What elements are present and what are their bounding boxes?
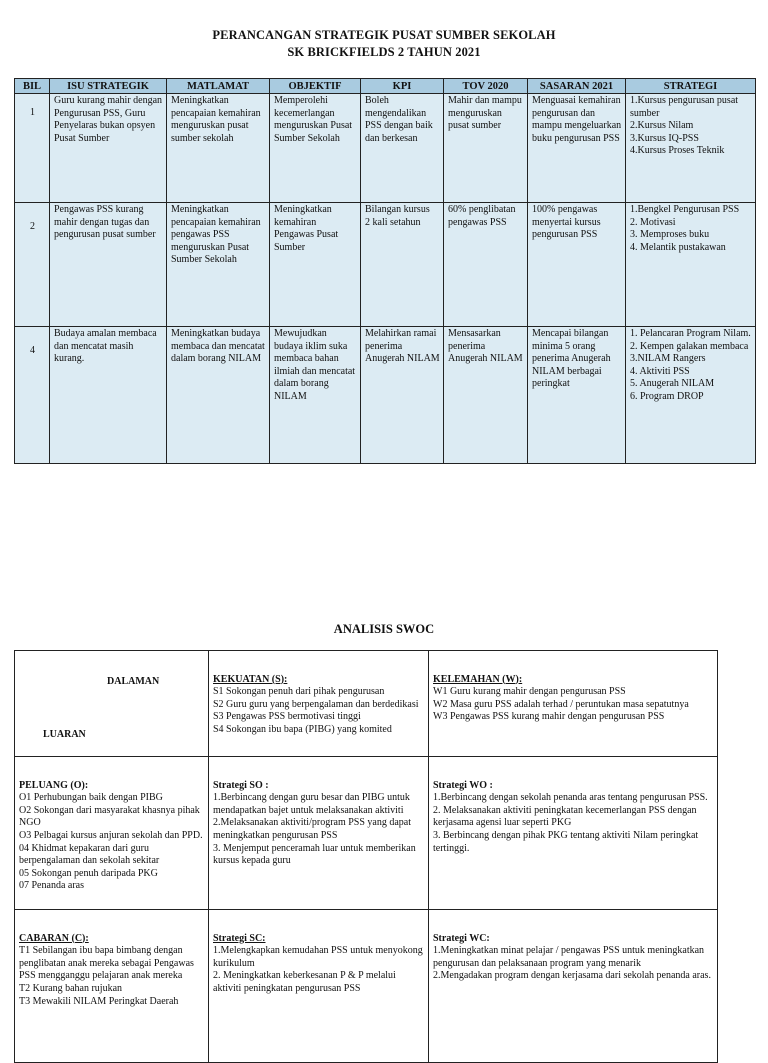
cell-strategi: 1. Pelancaran Program Nilam. 2. Kempen galakan membaca 3.NILAM Rangers 4. Aktiviti PSS 5. Anugerah NILAM 6. Program DROP (626, 327, 756, 464)
document-subtitle: SK BRICKFIELDS 2 TAHUN 2021 (287, 45, 481, 59)
strategi-so-heading: Strategi SO : (213, 779, 269, 791)
strategi-sc-list: 1.Melengkapkan kemudahan PSS untuk menyokong kurikulum 2. Meningkatkan keberkesanan P & P melalui aktiviti peningkatan pengurusan PSS (213, 945, 423, 994)
kelemahan-heading: KELEMAHAN (W): (433, 673, 523, 685)
strategi-sc-cell (209, 909, 429, 1062)
swoc-corner-cell (15, 651, 209, 757)
cabaran-list: T1 Sebilangan ibu bapa bimbang dengan penglibatan anak mereka sebagai Pengawas PSS mengganggu pelajaran anak mereka T2 Kurang bahan rujukan T3 Mewakili NILAM Peringkat Daerah (19, 945, 194, 1007)
cell-isu: Budaya amalan membaca dan mencatat masih kurang. (50, 327, 167, 464)
column-header-matlamat: MATLAMAT (167, 79, 270, 94)
strategi-sc-heading: Strategi SC: (213, 932, 266, 944)
kelemahan-list: W1 Guru kurang mahir dengan pengurusan PSS W2 Masa guru PSS adalah terhad / peruntukan masa sepatutnya W3 Pengawas PSS kurang mahir dengan pengurusan PSS (433, 686, 689, 723)
cell-tov: Mensasarkan penerima Anugerah NILAM (444, 327, 528, 464)
cell-sasaran: Menguasai kemahiran pengurusan dan mampu mengeluarkan buku pengurusan PSS (528, 94, 626, 203)
column-header-isu: ISU STRATEGIK (50, 79, 167, 94)
swoc-title: ANALISIS SWOC (333, 622, 435, 636)
cell-kpi: Boleh mengendalikan PSS dengan baik dan berkesan (361, 94, 444, 203)
strategi-wc-heading: Strategi WC: (433, 932, 490, 944)
kekuatan-list: S1 Sokongan penuh dari pihak pengurusan S2 Guru guru yang berpengalaman dan berdedikasi S3 Pengawas PSS bermotivasi tinggi S4 Sokongan ibu bapa (PIBG) yang komited (213, 686, 419, 735)
cell-bil: 1 (15, 94, 50, 203)
column-header-sasaran: SASARAN 2021 (528, 79, 626, 94)
cell-objektif: Meningkatkan kemahiran Pengawas Pusat Sumber (270, 203, 361, 327)
cabaran-heading: CABARAN (C): (19, 932, 89, 944)
cabaran-cell (15, 909, 209, 1062)
cell-objektif: Memperolehi kecemerlangan menguruskan Pusat Sumber Sekolah (270, 94, 361, 203)
cell-tov: 60% penglibatan pengawas PSS (444, 203, 528, 327)
luaran-label: LUARAN (43, 728, 86, 740)
kekuatan-heading: KEKUATAN (S): (213, 673, 288, 685)
cell-bil: 4 (15, 327, 50, 464)
cell-objektif: Mewujudkan budaya iklim suka membaca bahan ilmiah dan mencatat dalam borang NILAM (270, 327, 361, 464)
column-header-strategi: STRATEGI (626, 79, 756, 94)
cell-matlamat: Meningkatkan budaya membaca dan mencatat dalam borang NILAM (167, 327, 270, 464)
kelemahan-cell (429, 651, 718, 757)
cell-bil: 2 (15, 203, 50, 327)
column-header-kpi: KPI (361, 79, 444, 94)
strategi-wo-heading: Strategi WO : (433, 779, 493, 791)
cell-sasaran: Mencapai bilangan minima 5 orang penerima Anugerah NILAM berbagai peringkat (528, 327, 626, 464)
table-row (15, 94, 756, 203)
peluang-cell (15, 756, 209, 909)
strategi-so-cell (209, 756, 429, 909)
table-row (15, 327, 756, 464)
table-header-row (15, 79, 756, 94)
column-header-tov: TOV 2020 (444, 79, 528, 94)
swoc-analysis-table (14, 650, 718, 1063)
document-title: PERANCANGAN STRATEGIK PUSAT SUMBER SEKOLAH (212, 28, 556, 42)
cell-isu: Pengawas PSS kurang mahir dengan tugas dan pengurusan pusat sumber (50, 203, 167, 327)
strategi-wo-cell (429, 756, 718, 909)
swoc-header-row (15, 651, 718, 757)
cell-isu: Guru kurang mahir dengan Pengurusan PSS, Guru Penyelaras bukan opsyen Pusat Sumber (50, 94, 167, 203)
cell-matlamat: Meningkatkan pencapaian kemahiran menguruskan pusat sumber sekolah (167, 94, 270, 203)
kekuatan-cell (209, 651, 429, 757)
peluang-heading: PELUANG (O): (19, 779, 89, 791)
dalaman-label: DALAMAN (107, 675, 160, 687)
cell-matlamat: Meningkatkan pencapaian kemahiran pengawas PSS menguruskan Pusat Sumber Sekolah (167, 203, 270, 327)
strategi-so-list: 1.Berbincang dengan guru besar dan PIBG untuk mendapatkan bajet untuk melaksanakan aktiviti 2.Melaksanakan aktiviti/program PSS yang dapat meningkatkan pengurusan PSS 3. Menjemput penceramah luar untuk memberikan kursus kepada guru (213, 792, 416, 867)
strategic-plan-table (14, 78, 756, 464)
swoc-peluang-row (15, 756, 718, 909)
cell-strategi: 1.Kursus pengurusan pusat sumber 2.Kursus Nilam 3.Kursus IQ-PSS 4.Kursus Proses Teknik (626, 94, 756, 203)
strategi-wc-list: 1.Meningkatkan minat pelajar / pengawas PSS untuk meningkatkan pengurusan dan pelaksanaan program yang menarik 2.Mengadakan program dengan kerjasama dari sekolah penanda aras. (433, 945, 711, 982)
cell-kpi: Melahirkan ramai penerima Anugerah NILAM (361, 327, 444, 464)
swoc-cabaran-row (15, 909, 718, 1062)
strategi-wc-cell (429, 909, 718, 1062)
cell-kpi: Bilangan kursus 2 kali setahun (361, 203, 444, 327)
cell-strategi: 1.Bengkel Pengurusan PSS 2. Motivasi 3. Memproses buku 4. Melantik pustakawan (626, 203, 756, 327)
strategi-wo-list: 1.Berbincang dengan sekolah penanda aras tentang pengurusan PSS. 2. Melaksanakan aktiviti peningkatan kecemerlangan PSS dengan kerjasama agensi luar seperti PKG 3. Berbincang dengan pihak PKG tentang aktiviti Nilam peringkat tertinggi. (433, 792, 708, 854)
column-header-objektif: OBJEKTIF (270, 79, 361, 94)
cell-tov: Mahir dan mampu menguruskan pusat sumber (444, 94, 528, 203)
peluang-list: O1 Perhubungan baik dengan PIBG O2 Sokongan dari masyarakat khasnya pihak NGO O3 Pelbagai kursus anjuran sekolah dan PPD. 04 Khidmat kepakaran dari guru berpengalaman dan sekolah sekitar 05 Sokongan penuh daripada PKG 07 Penanda aras (19, 792, 203, 892)
cell-sasaran: 100% pengawas menyertai kursus pengurusan PSS (528, 203, 626, 327)
column-header-bil: BIL (15, 79, 50, 94)
table-row (15, 203, 756, 327)
